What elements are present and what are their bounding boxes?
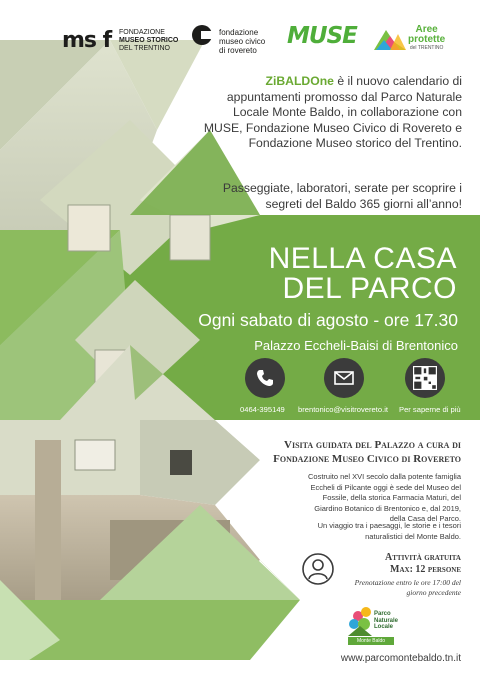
parco-logo-bar: Monte Baldo xyxy=(348,637,394,645)
info-booking: Prenotazione entro le ore 17:00 del giorno precedente xyxy=(354,578,461,597)
msf-line: FONDAZIONE xyxy=(119,29,165,36)
aree-line: protette xyxy=(408,34,446,45)
info-max: Max: 12 persone xyxy=(390,563,461,575)
sign-shape xyxy=(170,450,192,475)
museo-civico-logo-icon xyxy=(192,25,212,45)
visitor-icon xyxy=(302,553,334,585)
column-shape xyxy=(35,440,61,600)
aree-protette-logo-icon xyxy=(372,24,408,52)
aree-protette-logo-text xyxy=(408,25,445,51)
museo-civico-line: fondazione xyxy=(219,28,259,37)
event-title-line: NELLA CASA xyxy=(268,242,457,275)
mail-icon[interactable] xyxy=(324,358,364,398)
info-free: Attività gratuita xyxy=(385,552,461,563)
intro-paragraph-2: Passeggiate, laboratori, serate per scoprire i segreti del Baldo 365 giorni all’anno! xyxy=(222,181,462,211)
aree-sub: del TRENTINO xyxy=(409,45,444,51)
visita-heading-line: Fondazione Museo Civico di Rovereto xyxy=(273,453,461,465)
event-title xyxy=(200,244,457,304)
visita-body: Costruito nel XVI secolo dalla potente famiglia Eccheli di Pilcante oggi è sede del Museo del Fossile, della storica Farmacia Maturi, del Giardino Botanico di Brentonico e, dal 2019, della Casa del Parco. xyxy=(307,472,461,524)
info-heading xyxy=(340,552,461,575)
window-shape xyxy=(68,205,110,251)
event-when: Ogni sabato di agosto - ore 17.30 xyxy=(198,310,458,330)
parco-line: Parco xyxy=(374,611,391,617)
parco-logo-text xyxy=(374,611,398,631)
event-title-line: DEL PARCO xyxy=(282,272,457,305)
visita-heading-line: Visita guidata del Palazzo a cura di xyxy=(284,439,461,451)
phone-icon[interactable] xyxy=(245,358,285,398)
museo-civico-logo-text xyxy=(219,28,265,55)
msf-line: DEL TRENTINO xyxy=(119,45,170,52)
msf-line: MUSEO STORICO xyxy=(119,37,179,44)
website-link[interactable]: www.parcomontebaldo.tn.it xyxy=(340,653,461,664)
visita-heading xyxy=(228,438,461,466)
event-venue: Palazzo Eccheli-Baisi di Brentonico xyxy=(254,338,458,353)
intro-text: è il nuovo calendario di appuntamenti promosso dal Parco Naturale Locale Monte Baldo, in collaborazione con MUSE, Fondazione Museo Civico di Rovereto e Fondazione Museo storico del Trentino. xyxy=(203,74,462,151)
muse-logo: MUSE xyxy=(287,23,357,49)
contact-email[interactable]: brentonico@visitrovereto.it xyxy=(298,405,389,414)
qr-code-icon[interactable] xyxy=(405,358,445,398)
msf-logo-mark: ms f xyxy=(62,28,112,53)
contact-more[interactable]: Per saperne di più xyxy=(399,405,461,414)
museo-civico-line: museo civico xyxy=(219,37,266,46)
parco-line: Naturale xyxy=(374,617,399,624)
white-panel xyxy=(0,660,250,679)
contact-phone[interactable]: 0464-395149 xyxy=(240,405,285,414)
brand-name: ZiBALDOne xyxy=(265,74,334,88)
window-shape xyxy=(75,440,115,470)
msf-logo-text xyxy=(119,29,178,53)
parco-line: Locale xyxy=(374,624,394,630)
intro-paragraph xyxy=(196,74,462,152)
visita-body-2: Un viaggio tra i paesaggi, le storie e i tesori naturalistici del Monte Baldo. xyxy=(317,521,461,541)
museo-civico-line: di rovereto xyxy=(219,46,257,55)
aree-line: Aree xyxy=(415,24,438,35)
